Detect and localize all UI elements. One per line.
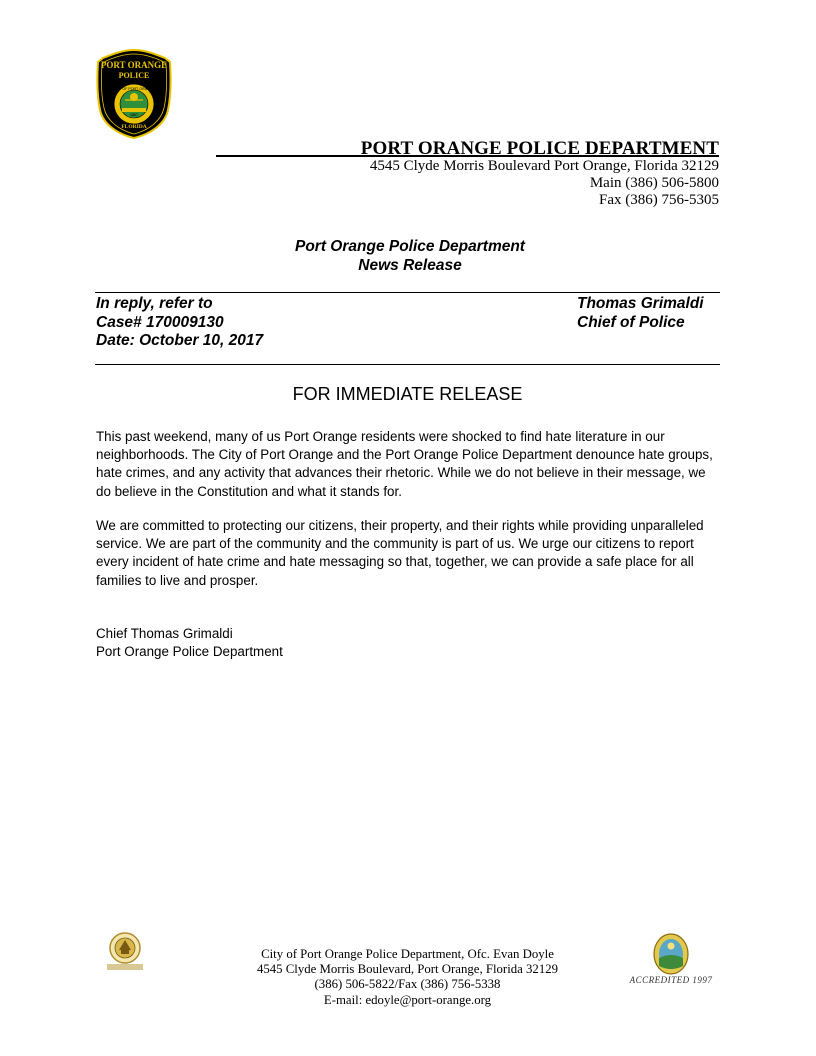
reply-refer-label: In reply, refer to [96,295,213,312]
news-release-label: News Release [358,257,462,274]
signature-name: Chief Thomas Grimaldi [96,626,233,641]
letterhead-address-block [370,158,719,209]
body-paragraph-2: We are committed to protecting our citizens, their property, and their rights while providing unparalleled service. We are part of the community and the community is part of us. We urge our citizens to report every incident of hate crime and hate messaging so that, together, we can provide a safe place for all families to live and prosper. [96,518,704,588]
badge-bottom-text: FLORIDA [121,124,147,130]
badge-year: 1867 [130,113,138,117]
case-number: Case# 170009130 [96,313,224,331]
news-release-department: Port Orange Police Department [295,238,525,255]
chief-block [577,295,704,332]
chief-title: Chief of Police [577,313,685,331]
signature-block [96,625,283,661]
body-paragraph-1: This past weekend, many of us Port Orange residents were shocked to find hate literature in our neighborhoods. The City of Port Orange and the Port Orange Police Department denounce hate groups, hate crimes, and any activity that advances their rhetoric. While we do not believe in their message, we do believe in the Constitution and what it stands for. [96,429,713,499]
release-title: FOR IMMEDIATE RELEASE [292,384,523,404]
reply-top-rule [95,292,720,293]
letterhead-rule [216,155,719,157]
footer-address: 4545 Clyde Morris Boulevard, Port Orange, Florida 32129 [256,962,559,977]
badge-icon [95,48,173,140]
letterhead-main-phone: Main (386) 506-5800 [589,175,719,191]
badge-sub-text: POLICE [118,71,150,80]
news-release-header [230,237,590,275]
accredited-label: ACCREDITED 1997 [629,975,713,985]
florida-accreditation-seal [651,932,691,976]
footer-email: E-mail: edoyle@port-orange.org [323,992,492,1007]
letterhead-address: 4545 Clyde Morris Boulevard Port Orange, Florida 32129 [369,158,719,174]
badge-top-text: PORT ORANGE [100,60,168,70]
release-date: Date: October 10, 2017 [96,332,264,349]
calea-seal-logo [105,930,145,974]
reply-bottom-rule [95,364,720,365]
letterhead-fax: Fax (386) 756-5305 [599,192,719,208]
reply-reference-block [96,295,263,351]
calea-seal-icon [105,930,145,974]
accreditation-seal-icon [651,932,691,976]
footer-officer: City of Port Orange Police Department, Ofc. Evan Doyle [261,947,554,961]
signature-department: Port Orange Police Department [96,644,283,660]
police-badge-logo [95,48,173,140]
footer-contact-block [230,947,585,1008]
footer-phone: (386) 506-5822/Fax (386) 756-5338 [314,977,501,992]
chief-name: Thomas Grimaldi [577,295,704,312]
badge-ring-text: CITY OF PORT ORANGE [113,87,155,91]
department-name: PORT ORANGE POLICE DEPARTMENT [360,138,719,159]
